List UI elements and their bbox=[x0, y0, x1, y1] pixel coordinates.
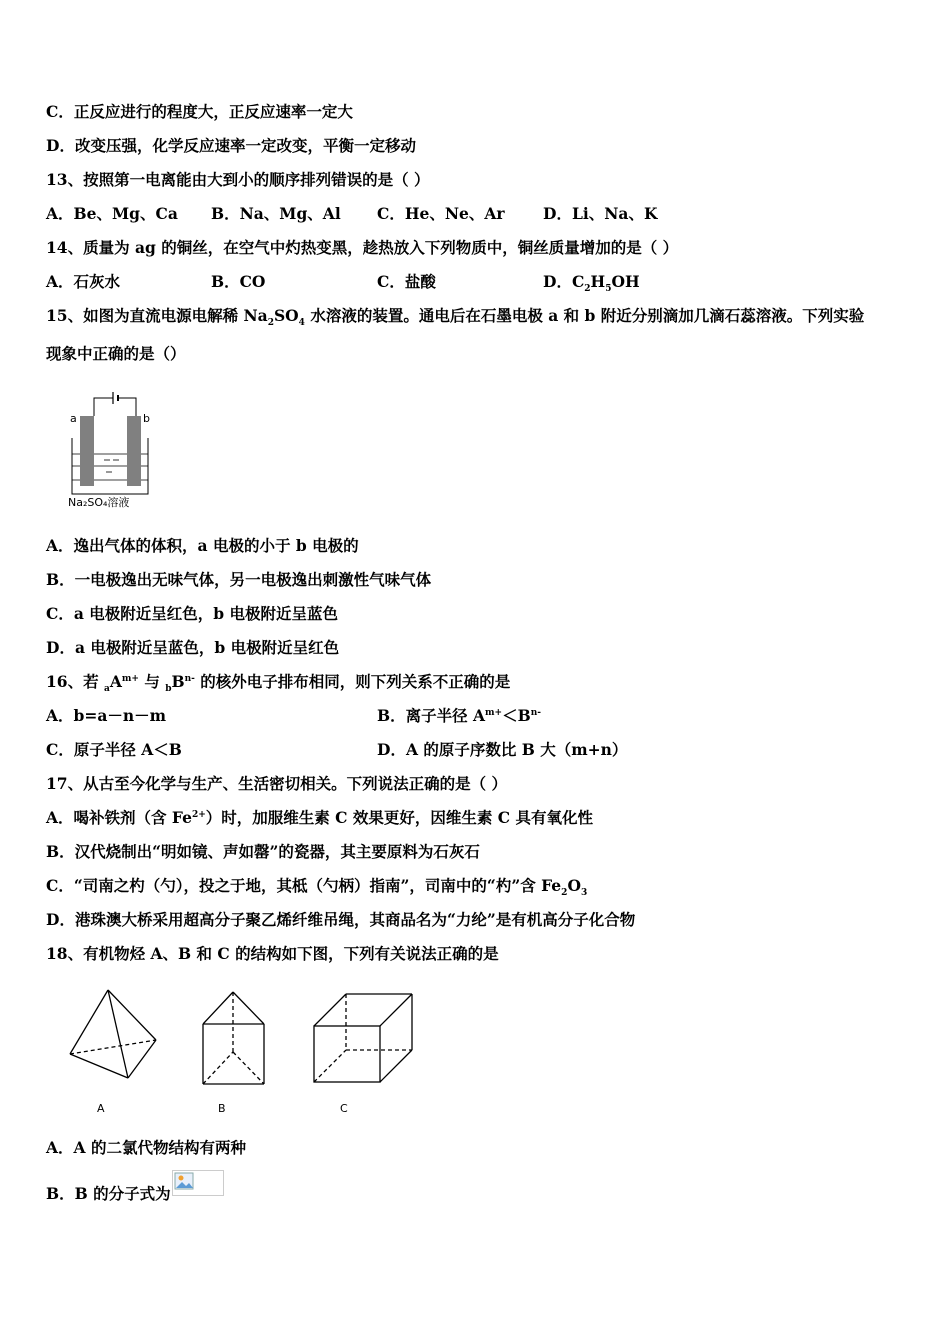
broken-image-icon bbox=[172, 1170, 224, 1196]
q17-stem: 17、从古至今化学与生产、生活密切相关。下列说法正确的是（ ） bbox=[46, 774, 507, 793]
q13-option-a: A．Be、Mg、Ca bbox=[46, 204, 178, 223]
q17-option-a: A．喝补铁剂（含 $Fe^{2+}$）时，加服维生素 C 效果更好，因维生素 C 具有氧化性 bbox=[46, 808, 594, 827]
tetrahedron-shape bbox=[70, 990, 156, 1078]
hydrocarbon-structures-figure bbox=[62, 984, 422, 1119]
q16-option-b: B．离子半径 $A^{m+}<B^{n-}$ bbox=[377, 706, 541, 725]
q12-option-d: D．改变压强，化学反应速率一定改变，平衡一定移动 bbox=[46, 136, 416, 155]
q15-option-d: D．a 电极附近呈蓝色，b 电极附近呈红色 bbox=[46, 638, 340, 657]
q15-option-c: C．a 电极附近呈红色，b 电极附近呈蓝色 bbox=[46, 604, 339, 623]
prism-shape bbox=[203, 992, 264, 1084]
q13-stem: 13、按照第一电离能由大到小的顺序排列错误的是（ ） bbox=[46, 170, 430, 189]
q16-option-c: C．原子半径 A＜B bbox=[46, 740, 182, 759]
q16-option-a: A．b=a－n－m bbox=[46, 706, 167, 725]
q15-stem: 15、如图为直流电源电解稀 $Na_2SO_4$ 水溶液的装置。通电后在石墨电极 a 和 b 附近分别滴加几滴石蕊溶液。下列实验 bbox=[46, 306, 865, 329]
q15-option-b: B．一电极逸出无味气体，另一电极逸出刺激性气味气体 bbox=[46, 570, 432, 589]
q18-option-a: A．A 的二氯代物结构有两种 bbox=[46, 1138, 246, 1157]
structure-a-label: A bbox=[97, 1102, 105, 1115]
q18-stem: 18、有机物烃 A、B 和 C 的结构如下图，下列有关说法正确的是 bbox=[46, 944, 499, 963]
q18-option-b: B．B 的分子式为 bbox=[46, 1184, 171, 1203]
electrode-b-label: b bbox=[143, 412, 150, 425]
q14-option-d: D．$C_2H_5OH$ bbox=[543, 272, 640, 295]
q12-option-c: C．正反应进行的程度大，正反应速率一定大 bbox=[46, 102, 353, 121]
q14-option-c: C．盐酸 bbox=[377, 272, 436, 291]
q13-option-d: D．Li、Na、K bbox=[543, 204, 658, 223]
q17-option-c: C．“司南之杓（勺），投之于地，其柢（勺柄）指南”，司南中的“杓”含 $Fe_2O_3$ bbox=[46, 876, 588, 899]
structure-b-label: B bbox=[218, 1102, 226, 1115]
q14-option-b: B．CO bbox=[211, 272, 266, 291]
q13-option-c: C．He、Ne、Ar bbox=[377, 204, 505, 223]
q14-option-a: A．石灰水 bbox=[46, 272, 121, 291]
q15-stem-line2: 现象中正确的是（） bbox=[46, 344, 186, 363]
q16-option-d: D．A 的原子序数比 B 大（m+n） bbox=[377, 740, 628, 759]
solution-caption: Na₂SO₄溶液 bbox=[68, 496, 130, 509]
electrolysis-apparatus-figure bbox=[66, 388, 156, 513]
q14-stem: 14、质量为 ag 的铜丝，在空气中灼热变黑，趁热放入下列物质中，铜丝质量增加的是（ ） bbox=[46, 238, 679, 257]
q17-option-b: B．汉代烧制出“明如镜、声如罄”的瓷器，其主要原料为石灰石 bbox=[46, 842, 480, 861]
structure-c-label: C bbox=[340, 1102, 348, 1115]
q16-stem: 16、若 $_aA^{m+}$ 与 $_bB^{n-}$ 的核外电子排布相同，则下列关系不正确的是 bbox=[46, 672, 511, 695]
q13-option-b: B．Na、Mg、Al bbox=[211, 204, 341, 223]
q17-option-d: D．港珠澳大桥采用超高分子聚乙烯纤维吊绳，其商品名为“力纶”是有机高分子化合物 bbox=[46, 910, 636, 929]
q15-option-a: A．逸出气体的体积，a 电极的小于 b 电极的 bbox=[46, 536, 359, 555]
electrode-a-label: a bbox=[70, 412, 77, 425]
cube-shape bbox=[314, 994, 412, 1082]
